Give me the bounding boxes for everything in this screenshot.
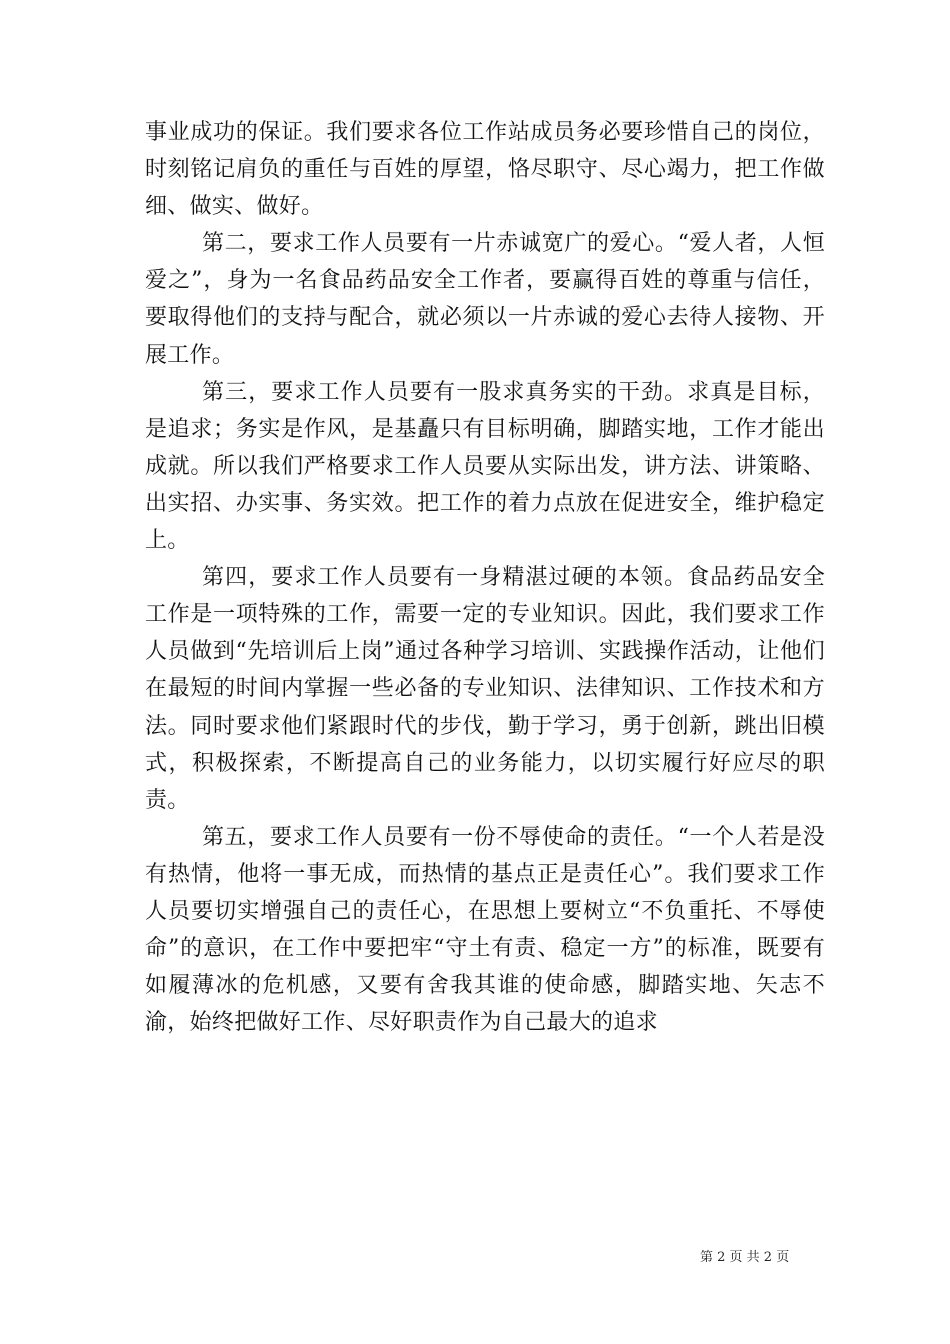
paragraph-fourth: 第四，要求工作人员要有一身精湛过硬的本领。食品药品安全工作是一项特殊的工作，需要一定的专业知识。因此，我们要求工作人员做到“先培训后上岗”通过各种学习培训、实践操作活动，让他们在最短的时间内掌握一些必备的专业知识、法律知识、工作技术和方法。同时要求他们紧跟时代的步伐，勤于学习，勇于创新，跳出旧模式，积极探索，不断提高自己的业务能力，以切实履行好应尽的职责。 [145,565,825,813]
paragraph-second: 第二，要求工作人员要有一片赤诚宽广的爱心。“爱人者，人恒爱之”，身为一名食品药品安全工作者，要赢得百姓的尊重与信任，要取得他们的支持与配合，就必须以一片赤诚的爱心去待人接物、开展工作。 [145,231,825,368]
paragraph-fifth: 第五，要求工作人员要有一份不辱使命的责任。“一个人若是没有热情，他将一事无成，而热情的基点正是责任心”。我们要求工作人员要切实增强自己的责任心，在思想上要树立“不负重托、不辱使命”的意识，在工作中要把牢“守土有责、稳定一方”的标准，既要有如履薄冰的危机感，又要有舍我其谁的使命感，脚踏实地、矢志不渝，始终把做好工作、尽好职责作为自己最大的追求 [145,824,825,1036]
paragraph-third: 第三，要求工作人员要有一股求真务实的干劲。求真是目标，是追求；务实是作风，是基矗只有目标明确，脚踏实地，工作才能出成就。所以我们严格要求工作人员要从实际出发，讲方法、讲策略、出实招、办实事、务实效。把工作的着力点放在促进安全，维护稳定上。 [145,379,825,554]
paragraph-continued: 事业成功的保证。我们要求各位工作站成员务必要珍惜自己的岗位，时刻铭记肩负的重任与百姓的厚望，恪尽职守、尽心竭力，把工作做细、做实、做好。 [145,120,825,220]
page-number: 第 2 页 共 2 页 [700,1250,790,1265]
document-body [145,114,825,1041]
